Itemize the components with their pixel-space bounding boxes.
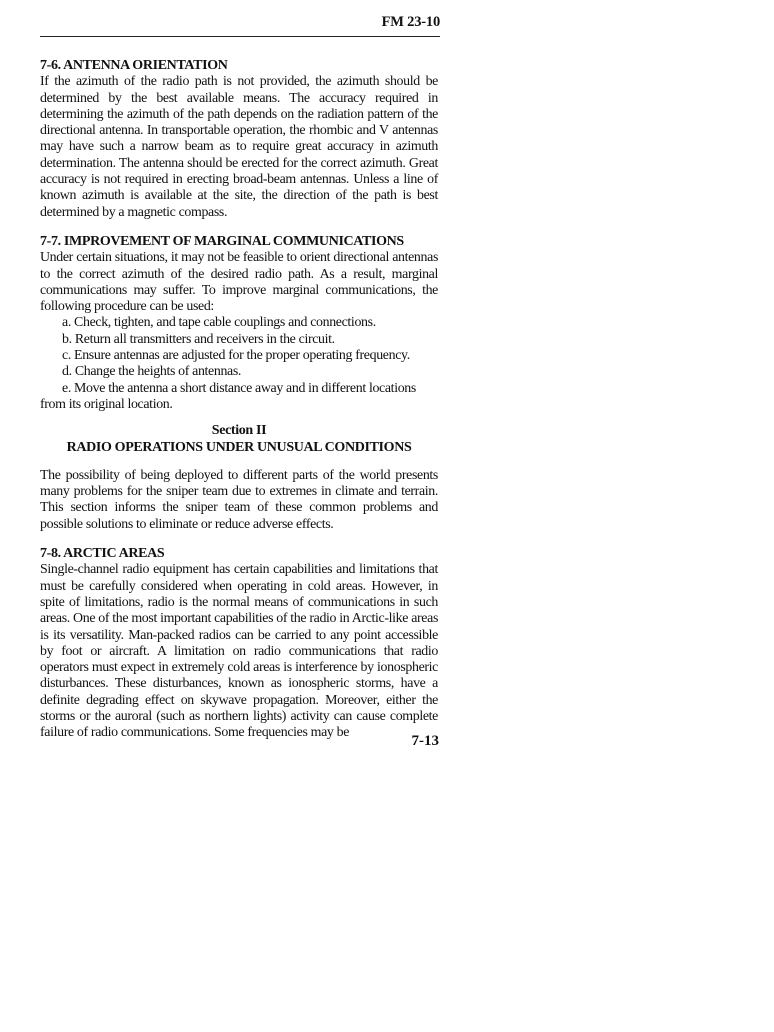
heading-arctic-areas: 7-8. ARCTIC AREAS [40, 546, 165, 562]
procedure-step-a: a. Check, tighten, and tape cable couplings and connections. [62, 315, 376, 331]
heading-marginal-communications: 7-7. IMPROVEMENT OF MARGINAL COMMUNICATIONS [40, 233, 404, 249]
procedure-step-b: b. Return all transmitters and receivers in the circuit. [62, 331, 335, 347]
paragraph-antenna-orientation: If the azimuth of the radio path is not provided, the azimuth should be determined by the best available means. The accuracy required in determining the azimuth of the path depends on the radiation pattern of the directional antenna. In transportable operation, the rhombic and V antennas may have such a narrow beam as to require great accuracy in azimuth determination. The antenna should be erected for the correct azimuth. Great accuracy is not required in erecting broad-beam antennas. Unless a line of known azimuth is available at the site, the direction of the path is best determined by a magnetic compass. [40, 74, 438, 220]
page-content [40, 58, 438, 742]
page-header-manual-id: FM 23-10 [381, 14, 440, 30]
procedure-step-e: e. Move the antenna a short distance away and in different locations from its original location. [40, 380, 416, 412]
paragraph-section-intro: The possibility of being deployed to different parts of the world presents many problems for the sniper team due to extremes in climate and terrain. This section informs the sniper team of these common problems and possible solutions to eliminate or reduce adverse effects. [40, 467, 438, 532]
page-number: 7-13 [411, 733, 439, 749]
procedure-step-d: d. Change the heights of antennas. [62, 364, 242, 380]
header-rule [40, 36, 440, 37]
procedure-step-c: c. Ensure antennas are adjusted for the proper operating frequency. [62, 348, 410, 364]
section-title: RADIO OPERATIONS UNDER UNUSUAL CONDITIONS [66, 439, 412, 455]
section-label: Section II [211, 423, 267, 439]
paragraph-marginal-communications: Under certain situations, it may not be feasible to orient directional antennas to the correct azimuth of the desired radio path. As a result, marginal communications may suffer. To improve marginal communications, the following procedure can be used: [40, 250, 438, 315]
heading-antenna-orientation: 7-6. ANTENNA ORIENTATION [40, 58, 228, 73]
paragraph-arctic-areas: Single-channel radio equipment has certain capabilities and limitations that must be carefully considered when operating in cold areas. However, in spite of limitations, radio is the normal means of communications in such areas. One of the most important capabilities of the radio in Arctic-like areas is its versatility. Man-packed radios can be carried to any point accessible by foot or aircraft. A limitation on radio communications that radio operators must expect in extremely cold areas is interference by ionospheric disturbances. These disturbances, known as ionospheric storms, have a definite degrading effect on skywave propagation. Moreover, either the storms or the auroral (such as northern lights) activity can cause complete failure of radio communications. Some frequencies may be [40, 562, 438, 741]
